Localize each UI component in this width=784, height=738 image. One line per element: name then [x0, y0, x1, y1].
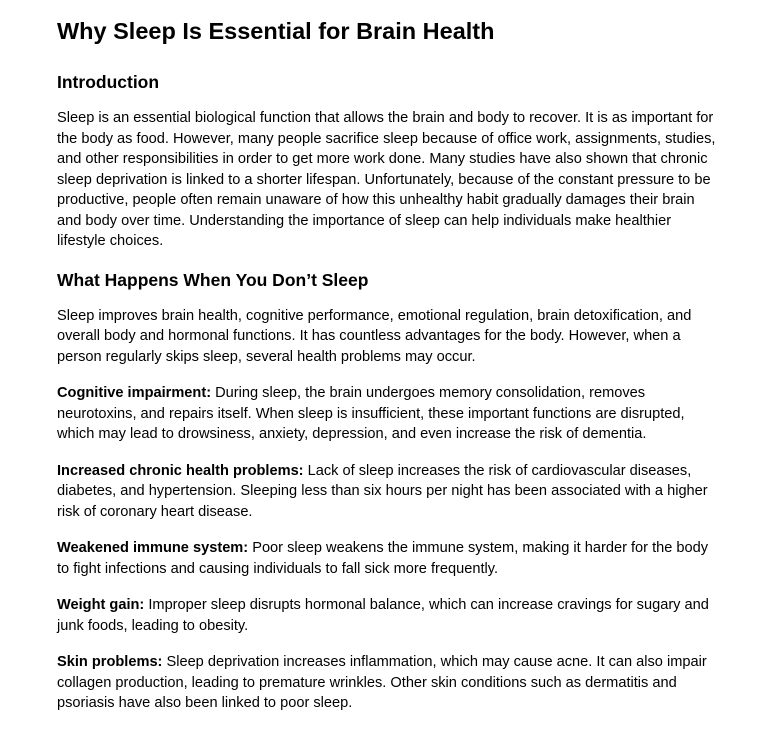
effect-term: Skin problems:	[57, 654, 163, 670]
effect-term: Cognitive impairment:	[57, 385, 212, 401]
effect-term: Increased chronic health problems:	[57, 462, 304, 479]
introduction-heading: Introduction	[57, 72, 160, 92]
effect-item-immune	[57, 538, 717, 579]
document-title: Why Sleep Is Essential for Brain Health	[57, 18, 495, 44]
effect-item-chronic	[57, 461, 717, 523]
effect-text: Lack of sleep increases the risk of cardiovascular diseases, diabetes, and hypertension. Sleeping less than six hours per night has been associated with a higher risk of coronary heart disease.	[57, 462, 708, 520]
effect-text: Sleep deprivation increases inflammation, which may cause acne. It can also impair collagen production, leading to premature wrinkles. Other skin conditions such as dermatitis and psoriasis have also been linked to poor sleep.	[57, 654, 707, 711]
effect-text: Improper sleep disrupts hormonal balance, which can increase cravings for sugary and junk foods, leading to obesity.	[57, 597, 709, 634]
effect-text: Poor sleep weakens the immune system, making it harder for the body to fight infections and causing individuals to fall sick more frequently.	[57, 540, 709, 577]
effect-term: Weakened immune system:	[57, 540, 249, 556]
what-happens-heading: What Happens When You Don’t Sleep	[57, 269, 369, 290]
introduction-paragraph: Sleep is an essential biological function that allows the brain and body to recover. It is as important for the body as food. However, many people sacrifice sleep because of office work, assignments, studies, and other responsibilities in order to get more work done. Many studies have also shown that chronic sleep deprivation is linked to a shorter lifespan. Unfortunately, because of the constant pressure to be productive, people often remain unaware of how this unhealthy habit gradually damages their brain and body over time. Understanding the importance of sleep can help individuals make healthier lifestyle choices.	[57, 110, 716, 249]
effect-text: During sleep, the brain undergoes memory consolidation, removes neurotoxins, and repairs itself. When sleep is insufficient, these important functions are disrupted, which may lead to drowsiness, anxiety, depression, and even increase the risk of dementia.	[57, 385, 685, 442]
effect-term: Weight gain:	[57, 597, 145, 613]
effect-item-cognitive	[57, 383, 717, 445]
effect-item-weight	[57, 595, 717, 636]
effect-item-skin	[57, 652, 717, 714]
what-happens-paragraph: Sleep improves brain health, cognitive performance, emotional regulation, brain detoxification, and overall body and hormonal functions. It has countless advantages for the body. However, when a person regularly skips sleep, several health problems may occur.	[57, 307, 692, 365]
